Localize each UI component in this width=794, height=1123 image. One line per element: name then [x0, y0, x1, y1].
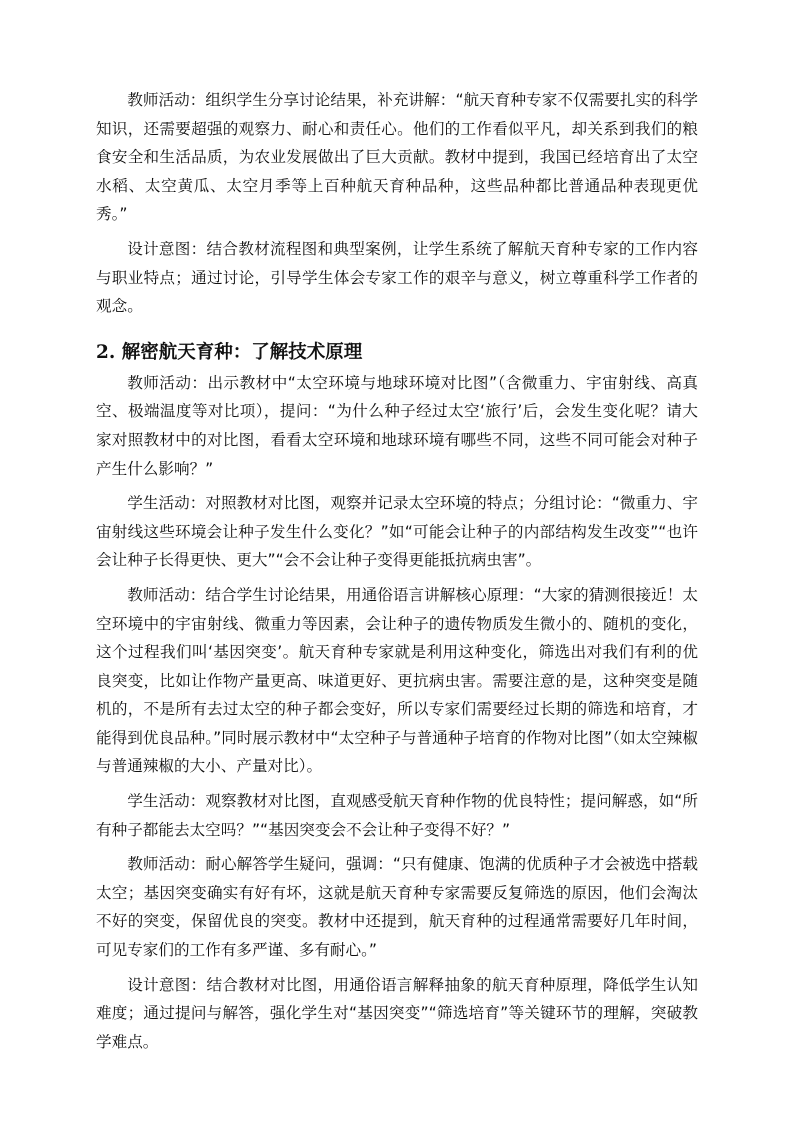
paragraph-design-intent-2: 设计意图：结合教材对比图，用通俗语言解释抽象的航天育种原理，降低学生认知难度；通过提问与解答，强化学生对“基因突变”“筛选培育”等关键环节的理解，突破教学难点。 [96, 975, 698, 1051]
paragraph-student-activity-question: 学生活动：观察教材对比图，直观感受航天育种作物的优良特性；提问解惑，如“所有种子都能去太空吗？”“基因突变会不会让种子变得不好？” [96, 792, 698, 839]
paragraph-student-activity-observe: 学生活动：对照教材对比图，观察并记录太空环境的特点；分组讨论：“微重力、宇宙射线这些环境会让种子发生什么变化？”如“可能会让种子的内部结构发生改变”“也许会让种子长得更快、更大”“会不会让种子变得更能抵抗病虫害”。 [96, 494, 698, 570]
paragraph-teacher-activity-summary: 教师活动：组织学生分享讨论结果，补充讲解：“航天育种专家不仅需要扎实的科学知识，还需要超强的观察力、耐心和责任心。他们的工作看似平凡，却关系到我们的粮食安全和生活品质，为农业发展做出了巨大贡献。教材中提到，我国已经培育出了太空水稻、太空黄瓜、太空月季等上百种航天育种品种，这些品种都比普通品种表现更优秀。” [96, 91, 698, 224]
paragraph-teacher-activity-answer: 教师活动：耐心解答学生疑问，强调：“只有健康、饱满的优质种子才会被选中搭载太空；基因突变确实有好有坏，这就是航天育种专家需要反复筛选的原因，他们会淘汰不好的突变，保留优良的突变。教材中还提到，航天育种的过程通常需要好几年时间，可见专家们的工作有多严谨、多有耐心。” [96, 855, 698, 960]
document-page [96, 86, 698, 1062]
section-heading: 2. 解密航天育种：了解技术原理 [96, 341, 363, 363]
paragraph-teacher-activity-explain: 教师活动：结合学生讨论结果，用通俗语言讲解核心原理：“大家的猜测很接近！太空环境中的宇宙射线、微重力等因素，会让种子的遗传物质发生微小的、随机的变化，这个过程我们叫‘基因突变’。航天育种专家就是利用这种变化，筛选出对我们有利的优良突变，比如让作物产量更高、味道更好、更抗病虫害。需要注意的是，这种突变是随机的，不是所有去过太空的种子都会变好，所以专家们需要经过长期的筛选和培育，才能得到优良品种。”同时展示教材中“太空种子与普通种子培育的作物对比图”（如太空辣椒与普通辣椒的大小、产量对比）。 [96, 585, 698, 776]
paragraph-teacher-activity-compare: 教师活动：出示教材中“太空环境与地球环境对比图”（含微重力、宇宙射线、高真空、极端温度等对比项），提问：“为什么种子经过太空‘旅行’后，会发生变化呢？请大家对照教材中的对比图，看看太空环境和地球环境有哪些不同，这些不同可能会对种子产生什么影响？” [96, 373, 698, 478]
paragraph-design-intent-1: 设计意图：结合教材流程图和典型案例，让学生系统了解航天育种专家的工作内容与职业特点；通过讨论，引导学生体会专家工作的艰辛与意义，树立尊重科学工作者的观念。 [96, 239, 698, 316]
